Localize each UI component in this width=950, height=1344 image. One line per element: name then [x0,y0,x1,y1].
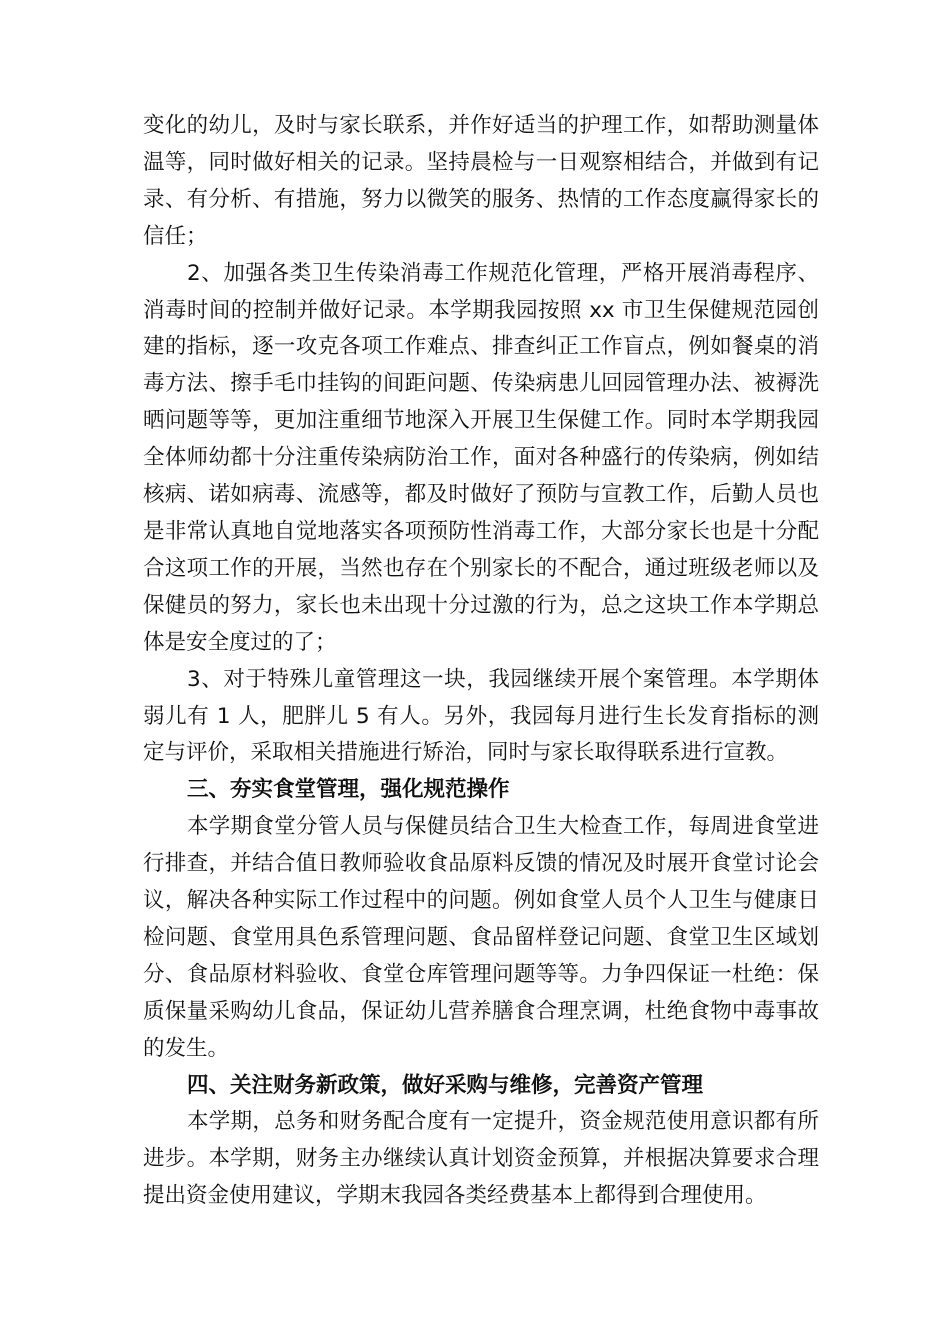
paragraph-continuation: 变化的幼儿，及时与家长联系，并作好适当的护理工作，如帮助测量体温等，同时做好相关的记录。坚持晨检与一日观察相结合，并做到有记录、有分析、有措施，努力以微笑的服务、热情的工作态度赢得家长的信任； [143,113,819,249]
paragraph-finance-management: 本学期，总务和财务配合度有一定提升，资金规范使用意识都有所进步。本学期，财务主办继续认真计划资金预算，并根据决算要求合理提出资金使用建议，学期末我园各类经费基本上都得到合理使用。 [143,1109,819,1209]
section-heading-finance: 四、关注财务新政策，做好采购与维修，完善资产管理 [187,1072,704,1098]
paragraph-canteen-management: 本学期食堂分管人员与保健员结合卫生大检查工作，每周进食堂进行排查，并结合值日教师验收食品原料反馈的情况及时展开食堂讨论会议，解决各种实际工作过程中的问题。例如食堂人员个人卫生与健康日检问题、食堂用具色系管理问题、食品留样登记问题、食堂卫生区域划分、食品原材料验收、食堂仓库管理问题等等。力争四保证一杜绝：保质保量采购幼儿食品，保证幼儿营养膳食合理烹调，杜绝食物中毒事故的发生。 [143,814,819,1061]
document-body [143,108,819,1215]
paragraph-item-3-special-children: 3、对于特殊儿童管理这一块，我园继续开展个案管理。本学期体弱儿有 1 人，肥胖儿 5 有人。另外，我园每月进行生长发育指标的测定与评价，采取相关措施进行矫治，同时与家长取得联系进行宣教。 [143,666,819,766]
section-heading-canteen: 三、夯实食堂管理，强化规范操作 [187,777,510,803]
paragraph-item-2-disinfection: 2、加强各类卫生传染消毒工作规范化管理，严格开展消毒程序、消毒时间的控制并做好记录。本学期我园按照 xx 市卫生保健规范园创建的指标，逐一攻克各项工作难点、排查纠正工作盲点，例如餐桌的消毒方法、擦手毛巾挂钩的间距问题、传染病患儿回园管理办法、被褥洗晒问题等等，更加注重细节地深入开展卫生保健工作。同时本学期我园全体师幼都十分注重传染病防治工作，面对各种盛行的传染病，例如结核病、诺如病毒、流感等，都及时做好了预防与宣教工作，后勤人员也是非常认真地自觉地落实各项预防性消毒工作，大部分家长也是十分配合这项工作的开展，当然也存在个别家长的不配合，通过班级老师以及保健员的努力，家长也未出现十分过激的行为，总之这块工作本学期总体是安全度过的了； [143,260,819,655]
